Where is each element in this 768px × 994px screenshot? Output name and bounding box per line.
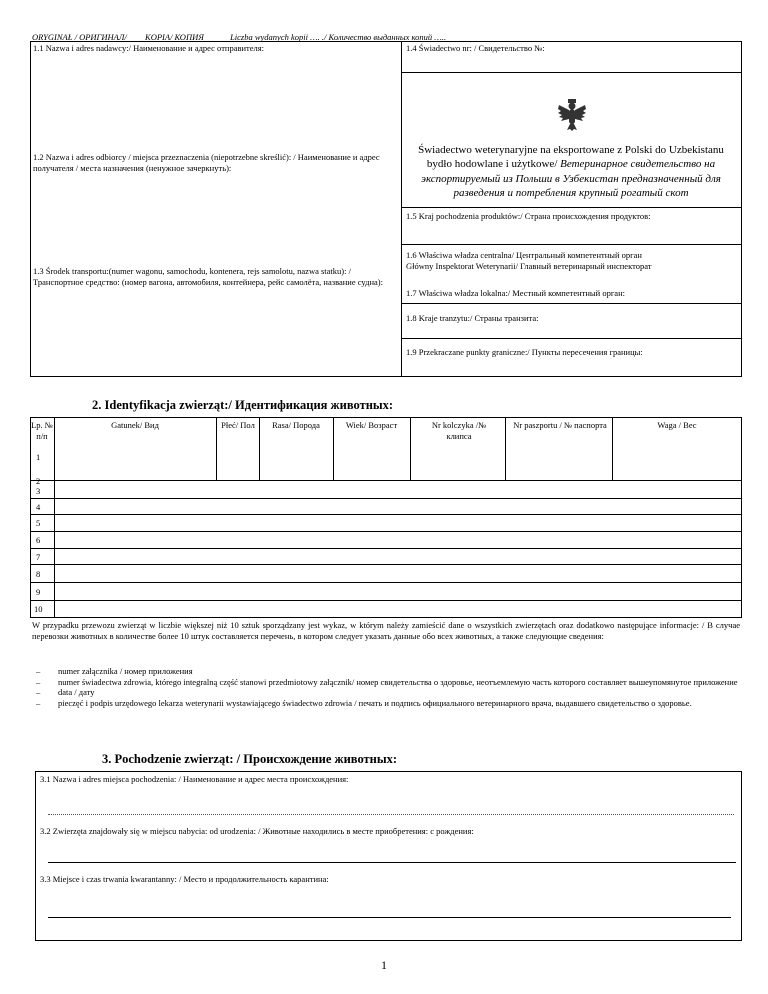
- list-item: – pieczęć i podpis urzędowego lekarza weterynarii wystawiającego świadectwo zdrowia / печать и подпись официального ветеринарного врача, выдавшего свидетельство о здоровье.: [36, 697, 692, 708]
- field-1-8-transit-countries: 1.8 Kraje tranzytu:/ Страны транзита:: [406, 313, 539, 323]
- original-label: ORYGINAŁ / ОРИГИНАЛ/: [32, 32, 127, 42]
- row-number-6: 6: [36, 535, 41, 545]
- copies-issued-label: Liczba wydanych kopii …. ./ Количество выданных копий …..: [230, 32, 447, 42]
- certificate-title-pl: Świadectwo weterynaryjne na eksportowane z Polski do Uzbekistanu bydło hodowlane i użytkowe/: [418, 144, 724, 171]
- list-item: – data / дату: [36, 687, 95, 698]
- field-1-6-line-1: 1.6 Właściwa władza centralna/ Центральный компетентный орган: [406, 250, 642, 260]
- certificate-title-ru: Ветеринарное свидетельство на экспортируемый из Польши в Узбекистан предназначенный для разведения и потребления крупный рогатый скот: [421, 158, 721, 199]
- field-1-6-line-2: Główny Inspektorat Weterynarii/ Главный ветеринарный инспекторат: [406, 260, 652, 271]
- col-header-weight: Waga / Вес: [657, 420, 697, 430]
- field-1-2-consignee: 1.2 Nazwa i adres odbiorcy / miejsca przeznaczenia (niepotrzebne skreślić): / Наименование и адрес получателя / места назначения (ненужное зачеркнуть):: [33, 152, 380, 173]
- row-number-3: 3: [36, 486, 41, 496]
- polish-eagle-emblem: [557, 98, 587, 132]
- list-item: – numer świadectwa zdrowia, którego integralną część stanowi przedmiotowy załącznik/ номер свидетельства о здоровье, неотъемлемую часть которого составляет вышеупомянутое приложение: [36, 676, 738, 687]
- section1-frame: [30, 41, 742, 377]
- required-info-list: [0, 666, 740, 709]
- row-number-9: 9: [36, 587, 41, 597]
- field-3-3-quarantine: 3.3 Miejsce i czas trwania kwarantanny: / Место и продолжительность карантина:: [40, 874, 329, 884]
- col-header-age: Wiek/ Возраст: [345, 420, 398, 430]
- field-3-1-origin-place: 3.1 Nazwa i adres miejsca pochodzenia: / Наименование и адрес места происхождения:: [40, 774, 349, 784]
- col-header-species: Gatunek/ Вид: [111, 420, 159, 430]
- col-header-sex: Płeć/ Пол: [221, 420, 255, 430]
- col-header-breed: Rasa/ Порода: [272, 420, 320, 430]
- col-header-ear-tag: Nr kolczyka /№ клипса: [431, 420, 487, 441]
- field-1-5-country-of-origin: 1.5 Kraj pochodzenia produktów:/ Страна происхождения продуктов:: [406, 211, 651, 221]
- col-header-passport: Nr paszportu / № паспорта: [513, 420, 607, 430]
- field-1-9-border-crossings: 1.9 Przekraczane punkty graniczne:/ Пункты пересечения границы:: [406, 347, 643, 357]
- page-number: 1: [381, 958, 387, 972]
- row-number-10: 10: [34, 604, 43, 614]
- section2-title: 2. Identyfikacja zwierząt:/ Идентификация животных:: [92, 398, 394, 412]
- row-number-7: 7: [36, 552, 41, 562]
- animals-table: [30, 417, 742, 618]
- field-1-7-local-authority: 1.7 Właściwa władza lokalna:/ Местный компетентный орган:: [406, 288, 625, 298]
- table-note: W przypadku przewozu zwierząt w liczbie większej niż 10 sztuk sporządzany jest wykaz, w którym należy zamieścić dane o wszystkich zwierzętach oraz dodatkowo następujące informacje: / В случае перевозки животных в количестве более 10 штук составляется перечень, в котором следует указать данные обо всех животных, а также следующие сведения:: [32, 620, 740, 641]
- row-number-5: 5: [36, 518, 41, 528]
- list-item: – numer załącznika / номер приложения: [36, 666, 193, 676]
- section3-frame: [35, 771, 742, 941]
- field-1-6-central-authority: [406, 250, 738, 271]
- field-1-1-sender: 1.1 Nazwa i adres nadawcy:/ Наименование и адрес отправителя:: [33, 43, 265, 53]
- field-1-4-certificate-number: 1.4 Świadectwo nr: / Свидетельство №:: [406, 43, 545, 53]
- certificate-title: [405, 143, 737, 200]
- row-number-2: 2: [36, 476, 41, 486]
- field-1-3-transport: 1.3 Środek transportu:(numer wagonu, samochodu, kontenera, rejs samolotu, nazwa statku): / Транспортное средство: (номер вагона, автомобиля, контейнера, рейс самолёта, название судна):: [33, 266, 383, 287]
- row-number-8: 8: [36, 569, 41, 579]
- col-header-lp: Lp. № п/п: [31, 420, 53, 441]
- row-number-1: 1: [36, 452, 41, 462]
- field-3-2-since-birth: 3.2 Zwierzęta znajdowały się w miejscu nabycia: od urodzenia: / Животные находились в месте приобретения: с рождения:: [40, 826, 474, 836]
- section3-title: 3. Pochodzenie zwierząt: / Происхождение животных:: [102, 752, 398, 766]
- row-number-4: 4: [36, 502, 41, 512]
- copy-label: KOPIA/ КОПИЯ: [145, 32, 204, 42]
